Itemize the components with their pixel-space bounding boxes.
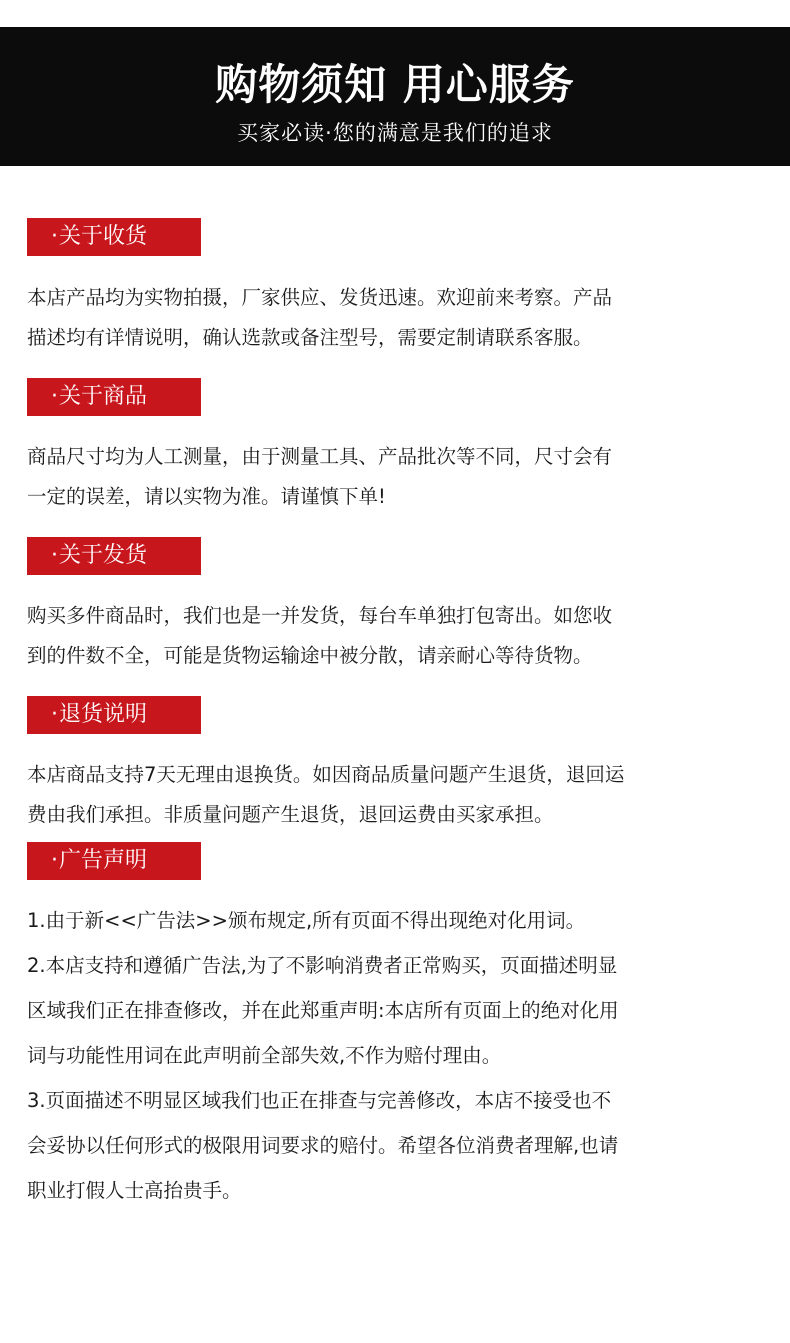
text-line: 费由我们承担。非质量问题产生退货，退回运费由买家承担。 (27, 803, 554, 826)
section-tag-product (27, 378, 201, 416)
text-line: 描述均有详情说明，确认选款或备注型号，需要定制请联系客服。 (27, 326, 593, 349)
section-tag-ad-statement (27, 842, 201, 880)
section-tag-shipping (27, 537, 201, 575)
section-tag-label: 广告声明 (59, 848, 148, 873)
text-line: 3.页面描述不明显区域我们也正在排查与完善修改，本店不接受也不 (27, 1089, 612, 1112)
text-line: 本店商品支持7天无理由退换货。如因商品质量问题产生退货，退回运 (27, 763, 625, 786)
section-tag-label: 关于收货 (59, 224, 148, 249)
text-line: 一定的误差，请以实物为准。请谨慎下单! (27, 485, 386, 508)
text-line: 购买多件商品时，我们也是一并发货，每台车单独打包寄出。如您收 (27, 604, 613, 627)
tag-dot-icon: · (51, 848, 58, 873)
page-title: 购物须知 用心服务 (215, 60, 575, 109)
text-line: 本店产品均为实物拍摄，厂家供应、发货迅速。欢迎前来考察。产品 (27, 286, 613, 309)
section-text-returns (27, 755, 767, 835)
text-line: 2.本店支持和遵循广告法,为了不影响消费者正常购买，页面描述明显 (27, 954, 618, 977)
tag-dot-icon: · (51, 702, 58, 727)
tag-dot-icon: · (51, 384, 58, 409)
section-text-receiving (27, 278, 767, 358)
section-text-product (27, 437, 767, 517)
text-line: 词与功能性用词在此声明前全部失效,不作为赔付理由。 (27, 1044, 502, 1067)
tag-dot-icon: · (51, 543, 58, 568)
page-subtitle: 买家必读·您的满意是我们的追求 (237, 121, 553, 145)
section-tag-returns (27, 696, 201, 734)
text-line: 区域我们正在排查修改，并在此郑重声明:本店所有页面上的绝对化用 (27, 999, 619, 1022)
text-line: 会妥协以任何形式的极限用词要求的赔付。希望各位消费者理解,也请 (27, 1134, 619, 1157)
section-text-shipping (27, 596, 767, 676)
section-tag-label: 关于发货 (59, 543, 148, 568)
text-line: 职业打假人士高抬贵手。 (27, 1179, 242, 1202)
section-text-ad-statement (27, 898, 767, 1213)
text-line: 1.由于新<<广告法>>颁布规定,所有页面不得出现绝对化用词。 (27, 909, 586, 932)
header-banner (0, 27, 790, 166)
text-line: 到的件数不全，可能是货物运输途中被分散，请亲耐心等待货物。 (27, 644, 593, 667)
section-tag-receiving (27, 218, 201, 256)
section-tag-label: 关于商品 (59, 384, 148, 409)
text-line: 商品尺寸均为人工测量，由于测量工具、产品批次等不同，尺寸会有 (27, 445, 613, 468)
section-tag-label: 退货说明 (59, 702, 148, 727)
tag-dot-icon: · (51, 224, 58, 249)
